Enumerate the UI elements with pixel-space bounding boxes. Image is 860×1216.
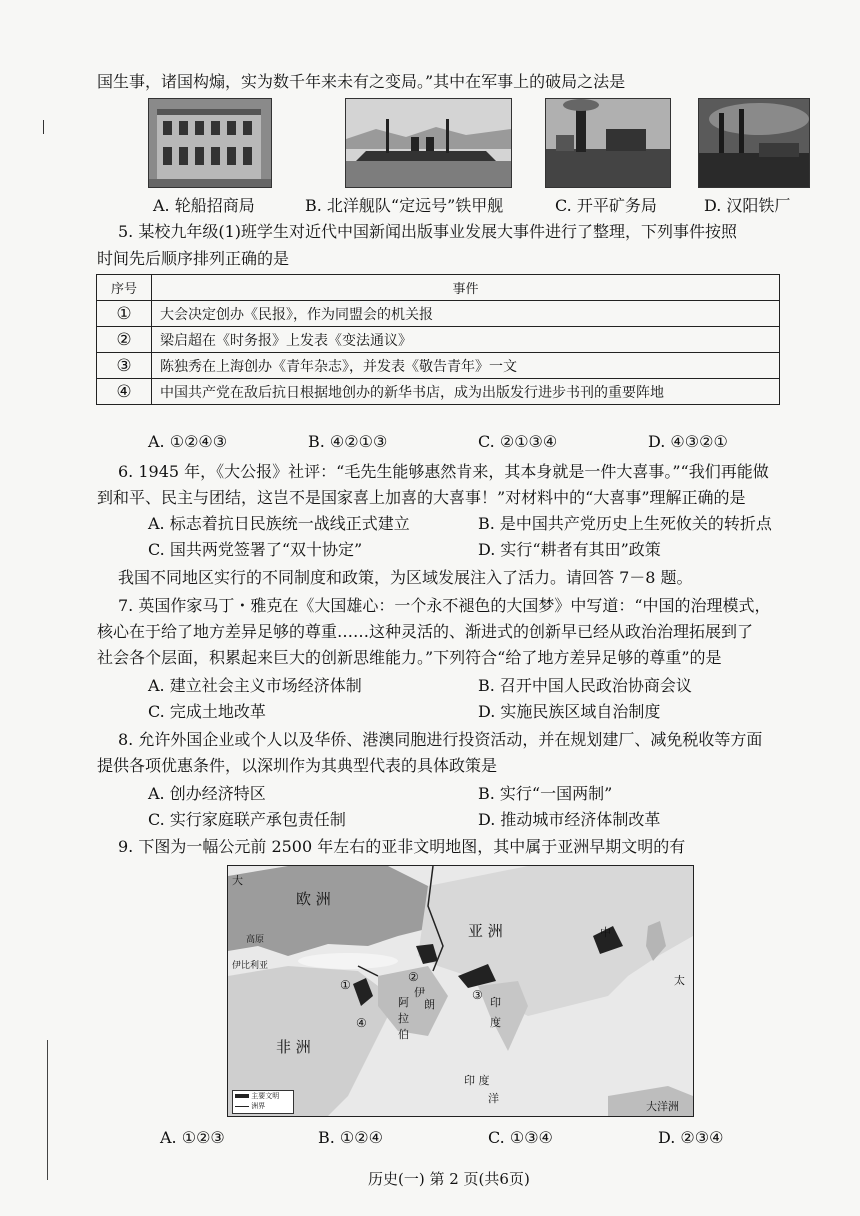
table-header-row <box>97 275 780 301</box>
events-table <box>96 274 780 405</box>
q7-option-b: B. 召开中国人民政治协商会议 <box>478 676 692 695</box>
q7-stem-line3: 社会各个层面，积累起来巨大的创新思维能力。”下列符合“给了地方差异足够的尊重”的是 <box>97 648 722 667</box>
table-cell-event: 中国共产党在敌后抗日根据地创办的新华书店，成为出版发行进步书刊的重要阵地 <box>152 379 780 405</box>
q5-option-d: D. ④③②① <box>648 432 728 451</box>
option-d-caption: D. 汉阳铁厂 <box>704 196 791 215</box>
margin-mark <box>43 120 44 134</box>
label-europe: 欧 洲 <box>296 890 331 908</box>
label-china: 中 <box>600 926 611 939</box>
map-marker-1: ① <box>340 978 351 992</box>
table-cell-event: 陈独秀在上海创办《青年杂志》，并发表《敬告青年》一文 <box>152 353 780 379</box>
label-plateau: 高原 <box>246 935 265 945</box>
label-africa: 非 洲 <box>276 1038 311 1056</box>
q6-option-b: B. 是中国共产党历史上生死攸关的转折点 <box>478 514 772 533</box>
table-header-event: 事件 <box>152 275 780 301</box>
q9-option-b: B. ①②④ <box>318 1128 383 1147</box>
legend-civ-swatch <box>235 1094 249 1098</box>
label-iran-2: 朗 <box>424 998 435 1011</box>
table-cell-event: 梁启超在《时务报》上发表《变法通议》 <box>152 327 780 353</box>
q7-option-c: C. 完成土地改革 <box>148 702 266 721</box>
intro-line: 国生事，诸国构煽，实为数千年来未有之变局。”其中在军事上的破局之法是 <box>97 72 626 91</box>
table-cell-number: ① <box>97 301 152 327</box>
label-arabia-2: 拉 <box>398 1012 409 1025</box>
legend-civ-label: 主要文明 <box>251 1092 280 1100</box>
q7-option-a: A. 建立社会主义市场经济体制 <box>148 676 362 695</box>
mine-photo <box>545 98 671 188</box>
label-indian-ocean-sea: 洋 <box>488 1092 499 1105</box>
q6-option-c: C. 国共两党签署了“双十协定” <box>148 540 363 559</box>
q8-option-b: B. 实行“一国两制” <box>478 784 613 803</box>
option-b-caption: B. 北洋舰队“定远号”铁甲舰 <box>305 196 504 215</box>
q7-option-d: D. 实施民族区域自治制度 <box>478 702 661 721</box>
group-intro: 我国不同地区实行的不同制度和政策，为区域发展注入了活力。请回答 7－8 题。 <box>118 568 693 587</box>
label-asia: 亚 洲 <box>468 922 503 940</box>
map-marker-3: ③ <box>472 988 483 1002</box>
map-marker-2: ② <box>408 970 419 984</box>
option-c-caption: C. 开平矿务局 <box>555 196 657 215</box>
label-arabia-3: 伯 <box>398 1028 409 1041</box>
table-header-number: 序号 <box>97 275 152 301</box>
q8-option-d: D. 推动城市经济体制改革 <box>478 810 661 829</box>
q8-stem-line1: 8. 允许外国企业或个人以及华侨、港澳同胞进行投资活动，并在规划建厂、减免税收等方面 <box>118 730 763 749</box>
label-pacific: 太 <box>674 974 685 987</box>
label-iberia: 伊比利亚 <box>232 961 269 971</box>
q6-stem-line1: 6. 1945 年，《大公报》社评：“毛先生能够惠然肯来，其本身就是一件大喜事。”“我们再能做 <box>118 462 769 481</box>
civilization-map <box>227 865 694 1117</box>
q6-option-a: A. 标志着抗日民族统一战线正式建立 <box>148 514 410 533</box>
map-legend <box>232 1090 294 1114</box>
q8-option-c: C. 实行家庭联产承包责任制 <box>148 810 346 829</box>
q5-stem-line2: 时间先后顺序排列正确的是 <box>97 249 290 268</box>
q5-option-b: B. ④②①③ <box>308 432 388 451</box>
q7-stem-line2: 核心在于给了地方差异足够的尊重……这种灵活的、渐进式的创新早已经从政治治理拓展到了 <box>97 622 754 641</box>
legend-border-swatch <box>235 1106 249 1107</box>
label-arabia: 阿 <box>398 996 409 1009</box>
q6-option-d: D. 实行“耕者有其田”政策 <box>478 540 661 559</box>
table-cell-number: ③ <box>97 353 152 379</box>
page-footer: 历史(一) 第 2 页(共6页) <box>368 1170 530 1188</box>
q6-stem-line2: 到和平、民主与团结，这岂不是国家喜上加喜的大喜事！”对材料中的“大喜事”理解正确的是 <box>97 488 746 507</box>
q8-option-a: A. 创办经济特区 <box>148 784 266 803</box>
margin-rule <box>47 1040 48 1180</box>
label-oceania: 大洋洲 <box>646 1100 679 1113</box>
label-indian-ocean: 印 度 <box>464 1074 490 1087</box>
map-marker-4: ④ <box>356 1016 367 1030</box>
table-cell-number: ④ <box>97 379 152 405</box>
label-atlantic: 大 <box>232 874 243 887</box>
legend-border-label: 洲界 <box>251 1102 266 1110</box>
table-row <box>97 353 780 379</box>
q9-stem: 9. 下图为一幅公元前 2500 年左右的亚非文明地图，其中属于亚洲早期文明的有 <box>118 837 686 856</box>
q9-option-a: A. ①②③ <box>160 1128 225 1147</box>
table-row <box>97 301 780 327</box>
warship-photo <box>345 98 512 188</box>
label-india-2: 度 <box>490 1016 501 1029</box>
q7-stem-line1: 7. 英国作家马丁・雅克在《大国雄心：一个永不褪色的大国梦》中写道：“中国的治理模式， <box>118 596 771 615</box>
label-iran: 伊 <box>414 986 425 999</box>
q5-stem-line1: 5. 某校九年级(1)班学生对近代中国新闻出版事业发展大事件进行了整理，下列事件按照 <box>118 222 738 241</box>
table-row <box>97 327 780 353</box>
table-cell-event: 大会决定创办《民报》，作为同盟会的机关报 <box>152 301 780 327</box>
q9-option-c: C. ①③④ <box>488 1128 553 1147</box>
label-india: 印 <box>490 996 501 1009</box>
table-row <box>97 379 780 405</box>
option-a-caption: A. 轮船招商局 <box>153 196 255 215</box>
q9-option-d: D. ②③④ <box>658 1128 724 1147</box>
table-cell-number: ② <box>97 327 152 353</box>
q5-option-a: A. ①②④③ <box>148 432 228 451</box>
q8-stem-line2: 提供各项优惠条件，以深圳作为其典型代表的具体政策是 <box>97 756 498 775</box>
ironworks-photo <box>698 98 810 188</box>
q5-option-c: C. ②①③④ <box>478 432 558 451</box>
building-photo <box>148 98 272 188</box>
